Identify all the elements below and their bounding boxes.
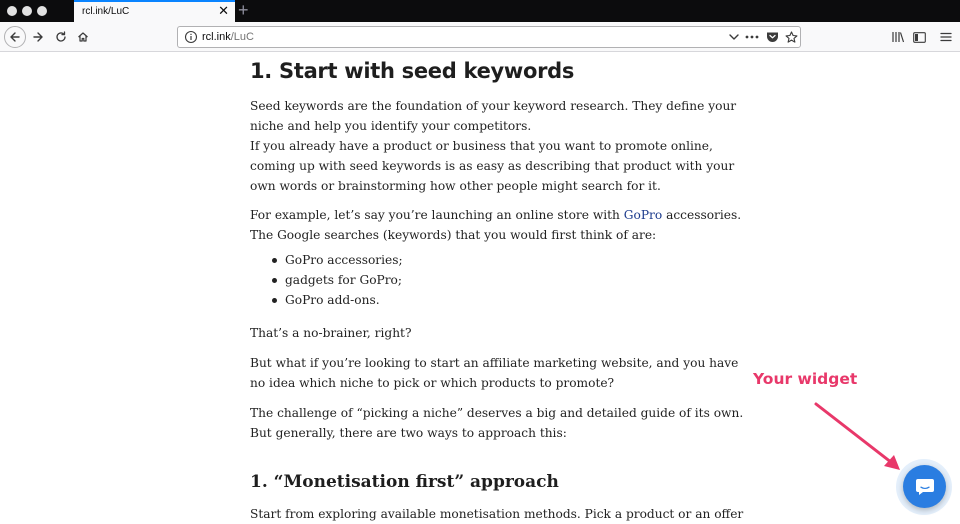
chat-icon xyxy=(915,478,935,496)
text-line: own words or brainstorming how other people might search for it. xyxy=(250,179,661,193)
widget-annotation-label: Your widget xyxy=(753,370,858,388)
reload-button[interactable] xyxy=(50,26,72,48)
back-icon xyxy=(9,31,21,43)
text-line xyxy=(250,205,742,225)
text-fragment: accessories. xyxy=(662,208,742,222)
text-line: Start from exploring available monetisation methods. Pick a product or an offer xyxy=(250,507,744,521)
forward-icon xyxy=(32,31,44,43)
menu-button[interactable] xyxy=(935,26,957,48)
keyword-list xyxy=(250,250,710,310)
url-path: /LuC xyxy=(230,31,254,43)
bookmark-button[interactable] xyxy=(783,30,799,44)
list-item: gadgets for GoPro; xyxy=(250,270,710,290)
tab-strip xyxy=(0,0,960,22)
text-line: But generally, there are two ways to approach this: xyxy=(250,426,567,440)
text-fragment: For example, let’s say you’re launching an online store with xyxy=(250,208,624,222)
forward-button[interactable] xyxy=(27,26,49,48)
library-icon xyxy=(891,31,905,43)
active-tab[interactable] xyxy=(74,0,235,22)
home-button[interactable] xyxy=(72,26,94,48)
pocket-icon xyxy=(766,31,779,43)
window-zoom-dot[interactable] xyxy=(37,6,47,16)
subsection-heading: 1. “Monetisation first” approach xyxy=(250,472,559,492)
text-line: niche and help you identify your competitors. xyxy=(250,119,532,133)
reload-icon xyxy=(55,31,67,43)
navigation-toolbar xyxy=(0,22,960,52)
page-actions-button[interactable] xyxy=(744,30,760,44)
text-line: no idea which niche to pick or which products to promote? xyxy=(250,376,615,390)
paragraph-seed-keywords xyxy=(250,96,737,196)
chat-widget-button[interactable] xyxy=(903,465,946,508)
bookmark-star-icon xyxy=(785,31,798,44)
text-line: The challenge of “picking a niche” deserves a big and detailed guide of its own. xyxy=(250,406,744,420)
back-button[interactable] xyxy=(4,26,26,48)
home-icon xyxy=(77,31,89,43)
dropdown-icon xyxy=(729,33,739,41)
menu-icon xyxy=(940,32,952,42)
list-item: GoPro accessories; xyxy=(250,250,710,270)
text-line: The Google searches (keywords) that you would first think of are: xyxy=(250,228,657,242)
paragraph-no-brainer xyxy=(250,323,710,343)
url-text[interactable] xyxy=(202,31,254,43)
text-line: That’s a no-brainer, right? xyxy=(250,326,412,340)
text-line: Seed keywords are the foundation of your keyword research. They define your xyxy=(250,99,737,113)
paragraph-affiliate xyxy=(250,353,739,393)
site-info-icon[interactable] xyxy=(184,30,198,44)
sidebar-icon xyxy=(913,32,926,43)
page-actions-icon xyxy=(745,35,759,39)
article-content xyxy=(250,52,744,521)
library-button[interactable] xyxy=(887,26,909,48)
list-item: GoPro add-ons. xyxy=(250,290,710,310)
sidebar-button[interactable] xyxy=(908,26,930,48)
new-tab-icon[interactable]: + xyxy=(238,0,249,20)
window-minimize-dot[interactable] xyxy=(22,6,32,16)
annotation-arrow-icon xyxy=(810,398,910,478)
section-heading: 1. Start with seed keywords xyxy=(250,59,575,83)
paragraph-example xyxy=(250,205,742,245)
tab-title: rcl.ink/LuC xyxy=(82,6,130,17)
text-line: But what if you’re looking to start an affiliate marketing website, and you have xyxy=(250,356,739,370)
text-line: If you already have a product or business that you want to promote online, xyxy=(250,139,713,153)
paragraph-monetisation xyxy=(250,504,744,524)
tab-close-icon[interactable]: ✕ xyxy=(218,3,229,18)
paragraph-niche xyxy=(250,403,744,443)
url-dropdown-button[interactable] xyxy=(726,30,742,44)
text-line: coming up with seed keywords is as easy as describing that product with your xyxy=(250,159,735,173)
pocket-button[interactable] xyxy=(764,30,780,44)
url-bar[interactable] xyxy=(177,26,801,48)
gopro-link[interactable]: GoPro xyxy=(623,208,663,222)
window-close-dot[interactable] xyxy=(7,6,17,16)
url-host: rcl.ink xyxy=(202,31,231,43)
